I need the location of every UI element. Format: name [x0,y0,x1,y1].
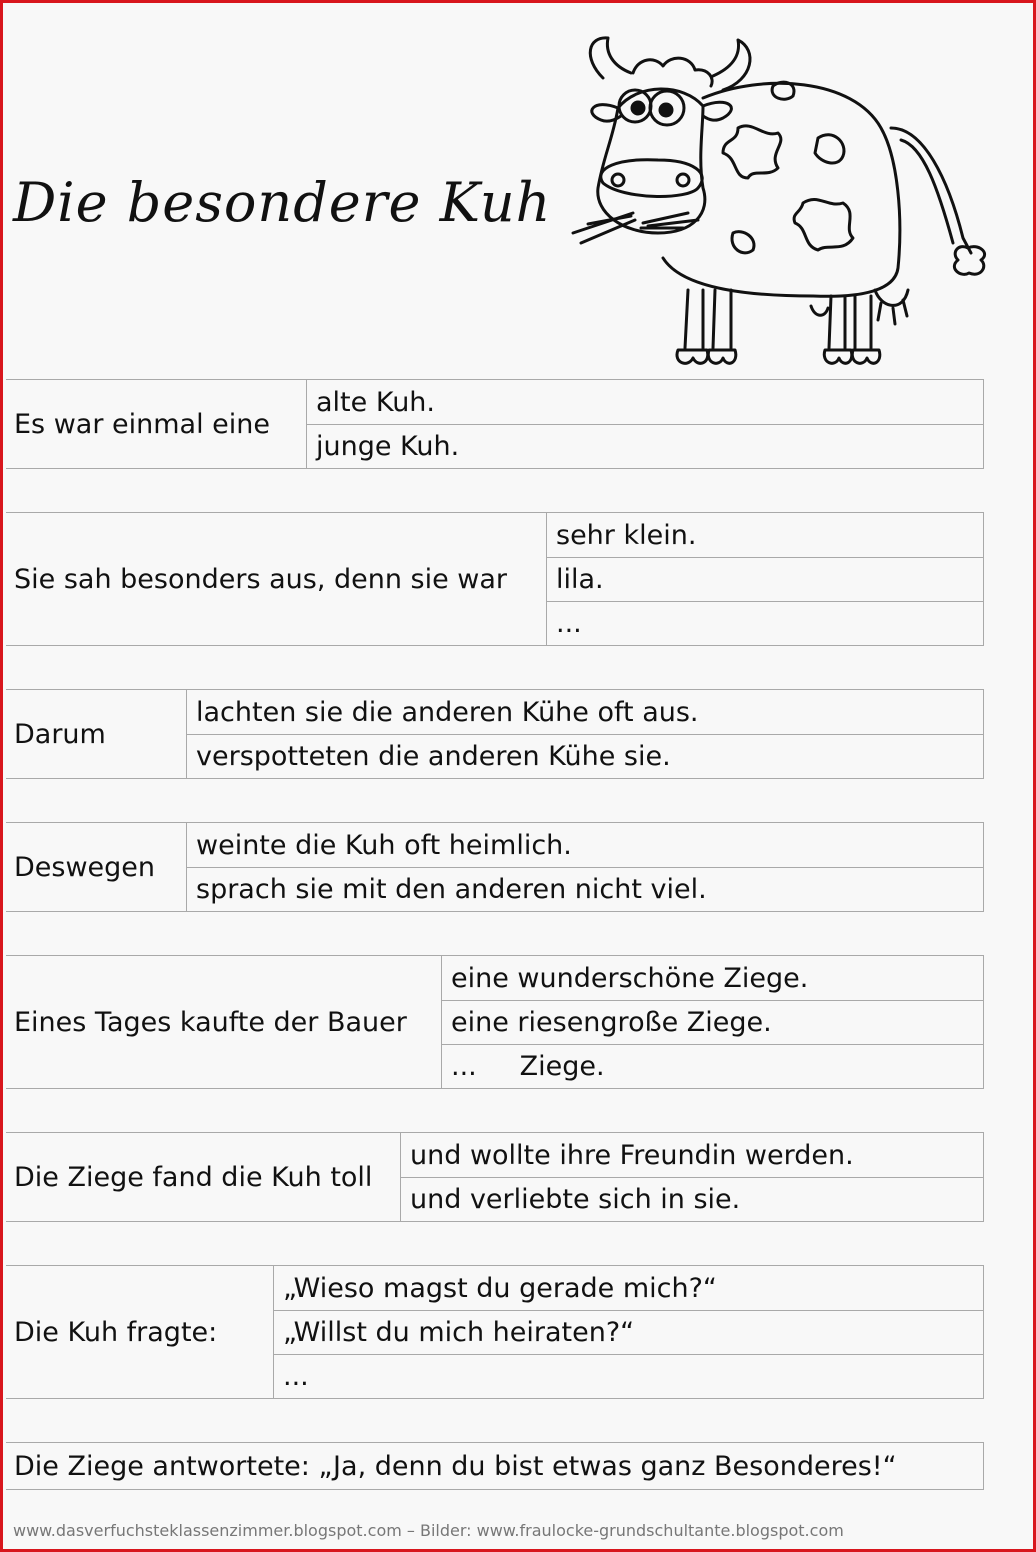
option-cell: junge Kuh. [307,424,983,468]
option-list [442,956,983,1088]
sentence-start: Es war einmal eine [6,380,307,468]
option-cell: „Wieso magst du gerade mich?“ [283,1272,717,1304]
option-cell: ... Ziege. [442,1044,983,1088]
option-cell: weinte die Kuh oft heimlich. [196,829,572,861]
sentence-start: Die Kuh fragte: [6,1266,274,1398]
option-cell: eine riesengroße Ziege. [442,1000,983,1044]
option-cell: lachten sie die anderen Kühe oft aus. [196,696,699,728]
option-list [187,690,983,778]
option-cell: und verliebte sich in sie. [401,1177,983,1221]
sentence-block-3 [6,689,984,779]
option-list [307,380,983,468]
sentence-start: Deswegen [6,823,187,911]
sentence-block-4 [6,822,984,912]
sentence-block-7 [6,1265,984,1399]
option-cell: ... [274,1354,983,1398]
option-cell: eine wunderschöne Ziege. [451,962,809,994]
option-cell: sehr klein. [556,519,697,551]
footer-credits: www.dasverfuchsteklassenzimmer.blogspot.com – Bilder: www.fraulocke-grundschultante.blogspot.com [13,1521,844,1540]
sentence-block-1 [6,379,984,469]
option-cell: sprach sie mit den anderen nicht viel. [187,867,983,911]
sentence-block-6 [6,1132,984,1222]
sentence-block-2 [6,512,984,646]
sentence-start: Die Ziege fand die Kuh toll [6,1133,401,1221]
sentence-start: Sie sah besonders aus, denn sie war [6,513,547,645]
option-cell: alte Kuh. [316,386,435,418]
option-list [547,513,983,645]
option-list [187,823,983,911]
option-cell: lila. [547,557,983,601]
page-title: Die besondere Kuh [13,171,552,234]
sentence-block-5 [6,955,984,1089]
option-cell: verspotteten die anderen Kühe sie. [187,734,983,778]
option-list [401,1133,983,1221]
cow-illustration [563,28,1011,373]
option-list [274,1266,983,1398]
option-cell: ... [547,601,983,645]
final-sentence: Die Ziege antwortete: „Ja, denn du bist etwas ganz Besonderes!“ [6,1442,984,1490]
sentence-start: Eines Tages kaufte der Bauer [6,956,442,1088]
option-cell: „Willst du mich heiraten?“ [274,1310,983,1354]
option-cell: und wollte ihre Freundin werden. [410,1139,854,1171]
sentence-start: Darum [6,690,187,778]
